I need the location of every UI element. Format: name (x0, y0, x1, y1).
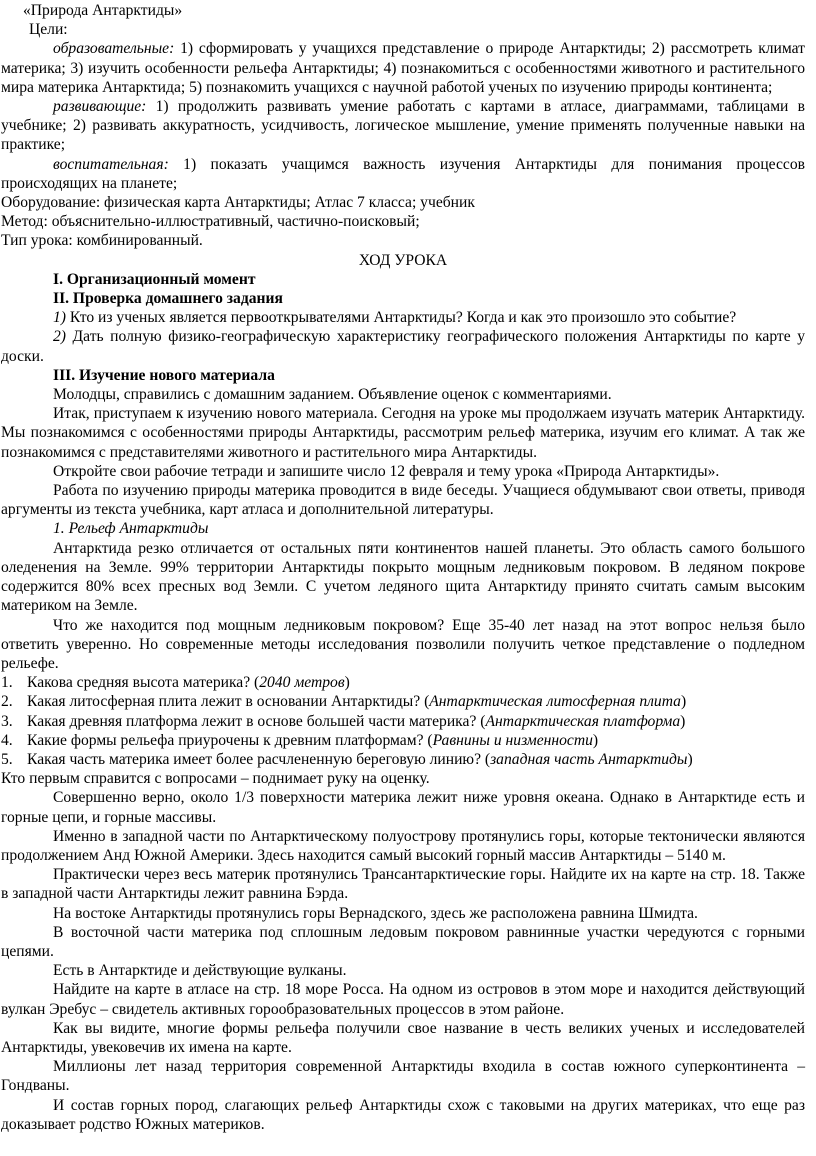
paragraph: На востоке Антарктиды протянулись горы Вернадского, здесь же расположена равнина Шмидта. (53, 904, 698, 922)
paragraph: Как вы видите, многие формы рельефа получили свое название в честь великих ученых и исследователей Антарктиды, увековечив их имена на карте. (1, 1019, 805, 1056)
paragraph: Практически через весь материк протянулись Трансантарктические горы. Найдите их на карте на стр. 18. Также в западной части Антарктиды лежит равнина Бэрда. (1, 866, 805, 903)
bracket: ) (592, 731, 599, 749)
bracket: ) (687, 750, 693, 768)
paragraph: Совершенно верно, около 1/3 поверхности материка лежит ниже уровня океана. Однако в Антарктиде есть и горные цепи, и горные массивы. (1, 789, 805, 826)
homework-question (1, 308, 805, 327)
paragraph: Миллионы лет назад территория современной Антарктиды входила в состав южного суперконтинента – Гондваны. (1, 1058, 805, 1095)
paragraph: Молодцы, справились с домашним заданием. Объявление оценок с комментариями. (53, 386, 612, 404)
bracket: ) (344, 674, 350, 692)
paragraph: Что же находится под мощным ледниковым покровом? Еще 35-40 лет назад на этот вопрос нельзя было ответить уверенно. Но современные методы исследования позволили получить четкое представление о подледном рельефе. (1, 616, 805, 672)
goal-label: образовательные: (53, 40, 175, 58)
paragraph: И состав горных пород, слагающих рельеф Антарктиды схож с таковыми на других материках, что еще раз доказывает родство Южных материков. (1, 1096, 805, 1133)
question-number: 1) (53, 309, 66, 327)
list-item (1, 712, 805, 731)
bracket: ) (680, 712, 686, 730)
goal-text: 1) сформировать у учащихся представление о природе Антарктиды; 2) рассмотреть климат материка; 3) изучить особенности рельефа Антарктиды; 4) познакомиться с особенностями животного и растительного мира материка Антарктида; 5) познакомить учащихся с научной работой ученых по изучению природы континента; (1, 40, 805, 96)
goal-label: воспитательная: (53, 155, 169, 173)
answer-text: Антарктическая литосферная плита (429, 693, 681, 711)
goal-label: развивающие: (53, 98, 147, 116)
answer-text: 2040 метров (259, 674, 345, 692)
list-number: 2. (1, 693, 13, 711)
paragraph: Итак, приступаем к изучению нового материала. Сегодня на уроке мы продолжаем изучать материк Антарктиду. Мы познакомимся с особенностями природы Антарктиды, рассмотрим рельеф материка, изучим его климат. А так же познакомимся с представителями животного и растительного мира Антарктиды. (1, 405, 805, 461)
answer-text: Равнины и низменности (432, 731, 593, 749)
answer-text: Антарктическая платформа (485, 712, 681, 730)
paragraph: Кто первым справится с вопросами – поднимает руку на оценку. (1, 770, 430, 788)
goal-text: 1) продолжить развивать умение работать с картами в атласе, диаграммами, таблицами в учебнике; 2) развивать аккуратность, усидчивость, логическое мышление, умение применять полученные навыки на практике; (1, 98, 805, 154)
list-number: 1. (1, 674, 13, 692)
lesson-type-line: Тип урока: комбинированный. (1, 232, 203, 250)
list-item (1, 750, 805, 769)
paragraph: Работа по изучению природы материка проводится в виде беседы. Учащиеся обдумывают свои ответы, приводя аргументы из текста учебника, карт атласа и дополнительной литературы. (1, 482, 805, 519)
question-list (1, 673, 805, 769)
paragraph: Есть в Антарктиде и действующие вулканы. (53, 962, 347, 980)
paragraph: В восточной части материка под сплошным ледовым покровом равнинные участки чередуются с горными цепями. (1, 923, 805, 960)
section-heading: III. Изучение нового материала (53, 366, 275, 384)
question-text: Какая древняя платформа лежит в основе большей части материка? ( (27, 712, 486, 730)
goals-label: Цели: (29, 21, 68, 39)
lesson-title: «Природа Антарктиды» (23, 2, 183, 19)
goal-educational (1, 39, 805, 97)
question-text: Какая часть материка имеет более расчлененную береговую линию? ( (27, 750, 491, 768)
question-text: Какие формы рельефа приурочены к древним платформам? ( (27, 731, 433, 749)
bracket: ) (680, 693, 687, 711)
homework-question (1, 327, 805, 365)
list-number: 3. (1, 712, 13, 730)
goal-developing (1, 97, 805, 155)
course-heading: ХОД УРОКА (358, 251, 448, 269)
question-text: Какова средняя высота материка? ( (27, 674, 260, 692)
list-item (1, 692, 805, 711)
question-text: Какая литосферная плита лежит в основании Антарктиды? ( (27, 693, 430, 711)
answer-text: западная часть Антарктиды (490, 750, 688, 768)
section-heading: I. Организационный момент (53, 270, 256, 288)
method-line: Метод: объяснительно-иллюстративный, частично-поисковый; (1, 213, 420, 231)
paragraph: Именно в западной части по Антарктическому полуострову протянулись горы, которые тектонически являются продолжением Анд Южной Америки. Здесь находится самый высокий горный массив Антарктиды – 5140 м. (1, 827, 805, 864)
list-item (1, 731, 805, 750)
equipment-line: Оборудование: физическая карта Антарктиды; Атлас 7 класса; учебник (1, 194, 475, 212)
paragraph: Откройте свои рабочие тетради и запишите число 12 февраля и тему урока «Природа Антарктиды». (53, 462, 720, 480)
section-heading: II. Проверка домашнего задания (53, 290, 283, 308)
goal-upbringing (1, 155, 805, 193)
paragraph: Найдите на карте в атласе на стр. 18 море Росса. На одном из островов в этом море и находится действующий вулкан Эребус – свидетель активных горообразовательных процессов в этом районе. (1, 981, 805, 1018)
question-text: Дать полную физико-географическую характеристику географического положения Антарктиды по карте у доски. (1, 328, 805, 365)
subsection-heading: 1. Рельеф Антарктиды (53, 520, 209, 538)
question-number: 2) (53, 328, 66, 346)
list-number: 5. (1, 750, 13, 768)
paragraph: Антарктида резко отличается от остальных пяти континентов нашей планеты. Это область самого большого оледенения на Земле. 99% территории Антарктиды покрыто мощным ледниковым покровом. В ледяном покрове содержится 80% всех пресных вод Земли. С учетом ледяного щита Антарктиду принято считать самым высоким материком на Земле. (1, 539, 805, 615)
list-item (1, 673, 805, 692)
list-number: 4. (1, 731, 13, 749)
question-text: Кто из ученых является первооткрывателями Антарктиды? Когда и как это произошло это событие? (66, 309, 737, 327)
goal-text: 1) показать учащимся важность изучения Антарктиды для понимания процессов происходящих на планете; (1, 155, 805, 192)
